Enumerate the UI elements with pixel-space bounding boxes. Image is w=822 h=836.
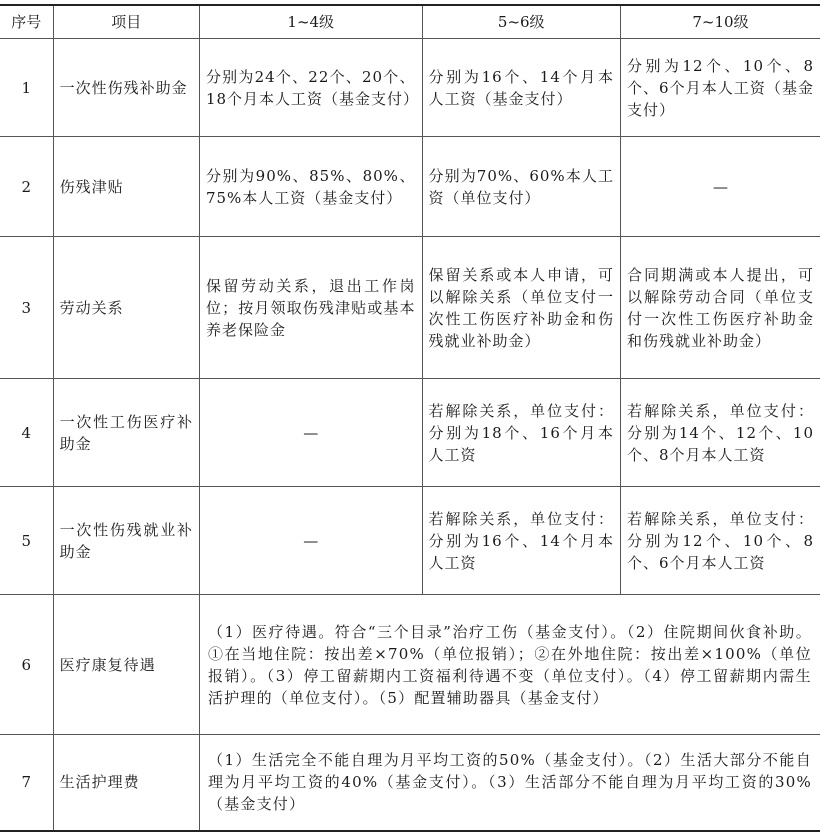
row-seq: 4	[21, 423, 32, 442]
row-grade-5-6: 分别为70%、60%本人工资（单位支付）	[422, 137, 620, 237]
row-grade-5-6: 若解除关系，单位支付：分别为16个、14个月本人工资	[422, 487, 620, 595]
header-grade-5-6: 5~6级	[422, 5, 620, 39]
row-grade-5-6: 保留关系或本人申请，可以解除关系（单位支付一次性工伤医疗补助金和伤残就业补助金）	[422, 237, 620, 379]
row-seq: 7	[21, 773, 32, 792]
header-item: 项目	[53, 5, 199, 39]
injury-benefits-table	[0, 4, 820, 832]
header-row	[0, 5, 820, 39]
row-grade-1-4: —	[199, 379, 422, 487]
row-grade-7-10: —	[620, 137, 820, 237]
row-grade-7-10: 合同期满或本人提出，可以解除劳动合同（单位支付一次性工伤医疗补助金和伤残就业补助金）	[620, 237, 820, 379]
row-grade-5-6: 分别为16个、14个月本人工资（基金支付）	[422, 39, 620, 137]
row-item: 医疗康复待遇	[53, 595, 199, 735]
row-item: 一次性伤残补助金	[53, 39, 199, 137]
header-seq: 序号	[11, 13, 42, 31]
row-merged-content: （1）医疗待遇。符合“三个目录”治疗工伤（基金支付）。（2）住院期间伙食补助。①在当地住院：按出差×70%（单位报销）；②在外地住院：按出差×100%（单位报销）。（3）停工留薪期内工资福利待遇不变（单位支付）。（4）停工留薪期内需生活护理的（单位支付）。（5）配置辅助器具（基金支付）	[199, 595, 820, 735]
row-grade-5-6: 若解除关系，单位支付：分别为18个、16个月本人工资	[422, 379, 620, 487]
row-seq: 6	[21, 655, 32, 674]
row-item: 生活护理费	[53, 735, 199, 831]
row-grade-1-4: 保留劳动关系，退出工作岗位；按月领取伤残津贴或基本养老保险金	[199, 237, 422, 379]
row-item: 一次性伤残就业补助金	[53, 487, 199, 595]
row-seq: 2	[21, 177, 32, 196]
table-row	[0, 487, 820, 595]
row-item: 劳动关系	[53, 237, 199, 379]
table-row	[0, 379, 820, 487]
row-grade-7-10: 若解除关系，单位支付：分别为14个、12个、10个、8个月本人工资	[620, 379, 820, 487]
row-item: 一次性工伤医疗补助金	[53, 379, 199, 487]
row-merged-content: （1）生活完全不能自理为月平均工资的50%（基金支付）。（2）生活大部分不能自理为月平均工资的40%（基金支付）。（3）生活部分不能自理为月平均工资的30%（基金支付）	[199, 735, 820, 831]
table-row	[0, 137, 820, 237]
row-seq: 5	[21, 531, 32, 550]
row-grade-1-4: —	[199, 487, 422, 595]
row-grade-1-4: 分别为24个、22个、20个、18个月本人工资（基金支付）	[199, 39, 422, 137]
header-grade-1-4: 1~4级	[199, 5, 422, 39]
row-seq: 1	[21, 78, 32, 97]
row-item: 伤残津贴	[53, 137, 199, 237]
row-grade-7-10: 分别为12个、10个、8个、6个月本人工资（基金支付）	[620, 39, 820, 137]
row-seq: 3	[21, 298, 32, 317]
row-grade-7-10: 若解除关系，单位支付：分别为12个、10个、8个、6个月本人工资	[620, 487, 820, 595]
table-row	[0, 237, 820, 379]
table-row	[0, 595, 820, 735]
header-grade-7-10: 7~10级	[620, 5, 820, 39]
table-row	[0, 39, 820, 137]
row-grade-1-4: 分别为90%、85%、80%、75%本人工资（基金支付）	[199, 137, 422, 237]
table-row	[0, 735, 820, 831]
